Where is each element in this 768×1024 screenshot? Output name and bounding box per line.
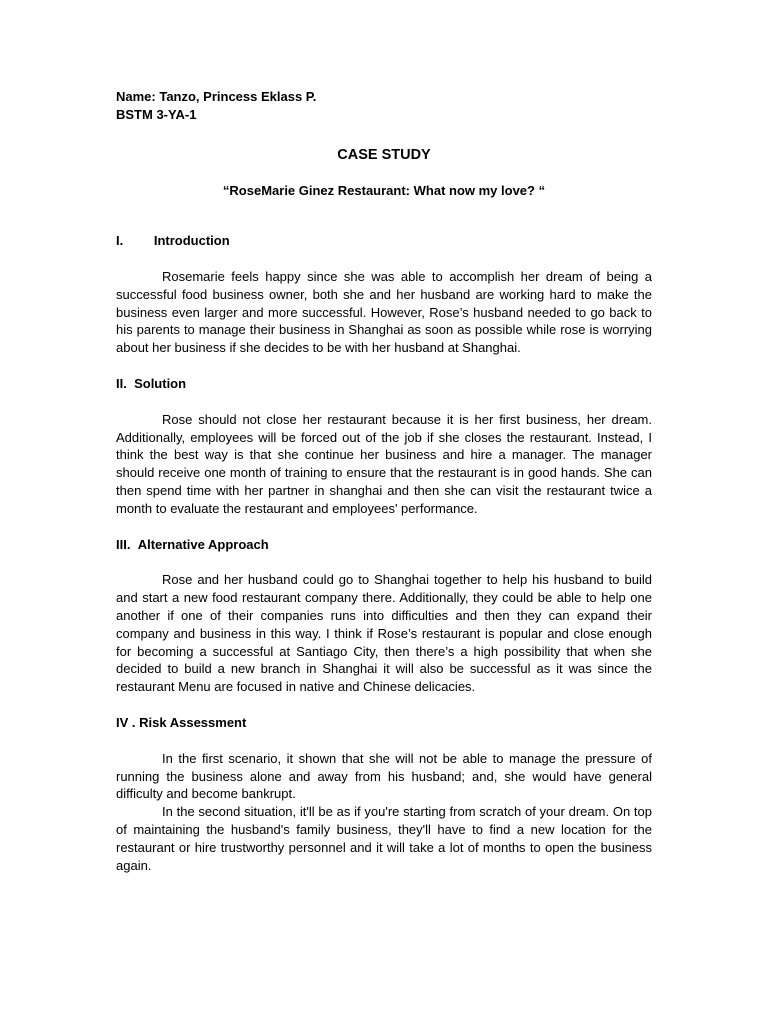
section-heading-introduction <box>116 232 652 250</box>
paragraph-introduction: Rosemarie feels happy since she was able to accomplish her dream of being a successful food business owner, both she and her husband are working hard to make the business even larger and more successful. However, Rose’s husband needed to go back to his parents to manage their business in Shanghai as soon as possible while rose is worrying about her business if she decides to be with her husband at Shanghai. <box>116 268 652 356</box>
section-number: I. <box>116 233 124 249</box>
paragraph-risk-first-scenario: In the first scenario, it shown that she will not be able to manage the pressure of running the business alone and away from his husband; and, she would have general difficulty and become bankrupt. <box>116 750 652 802</box>
student-section: BSTM 3-YA-1 <box>116 106 197 122</box>
paragraph-risk-second-scenario: In the second situation, it'll be as if you're starting from scratch of your dream. On top of maintaining the husband's family business, they'll have to find a new location for the restaurant or hire trustworthy personnel and it will take a lot of months to open the business again. <box>116 804 652 873</box>
section-title: Risk Assessment <box>139 714 247 730</box>
section-number: III. <box>116 536 131 552</box>
section-number: IV . <box>116 714 136 730</box>
document-body <box>116 88 652 874</box>
student-name: Name: Tanzo, Princess Eklass P. <box>116 89 317 104</box>
paragraph-alternative-approach: Rose and her husband could go to Shanghai together to help his husband to build and start a new food restaurant company there. Additionally, they could be able to help one another if one of their companies runs into difficulties and then they can expand their company and business in this way. I think if Rose’s restaurant is popular and close enough for becoming a successful at Santiago City, then there’s a high possibility that when she decided to build a new branch in Shanghai it will also be successful as it was since the restaurant Menu are focused in native and Chinese delicacies. <box>116 572 652 695</box>
section-title: Introduction <box>153 233 230 249</box>
document-title: CASE STUDY <box>337 146 431 163</box>
section-heading-solution <box>116 375 652 393</box>
section-title: Alternative Approach <box>137 536 269 552</box>
section-heading-alternative-approach <box>116 536 652 554</box>
paragraph-solution: Rose should not close her restaurant because it is her first business, her dream. Additionally, employees will be forced out of the job if she closes the restaurant. Instead, I think the best way is that she continue her business and hire a manager. The manager should receive one month of training to ensure that the restaurant is in good hands. She can then spend time with her partner in shanghai and then she can visit the restaurant twice a month to evaluate the restaurant and employees' performance. <box>116 411 652 516</box>
case-subtitle: “RoseMarie Ginez Restaurant: What now my love? “ <box>222 183 546 199</box>
section-title: Solution <box>134 375 187 391</box>
section-number: II. <box>116 375 127 391</box>
section-heading-risk-assessment <box>116 714 652 732</box>
